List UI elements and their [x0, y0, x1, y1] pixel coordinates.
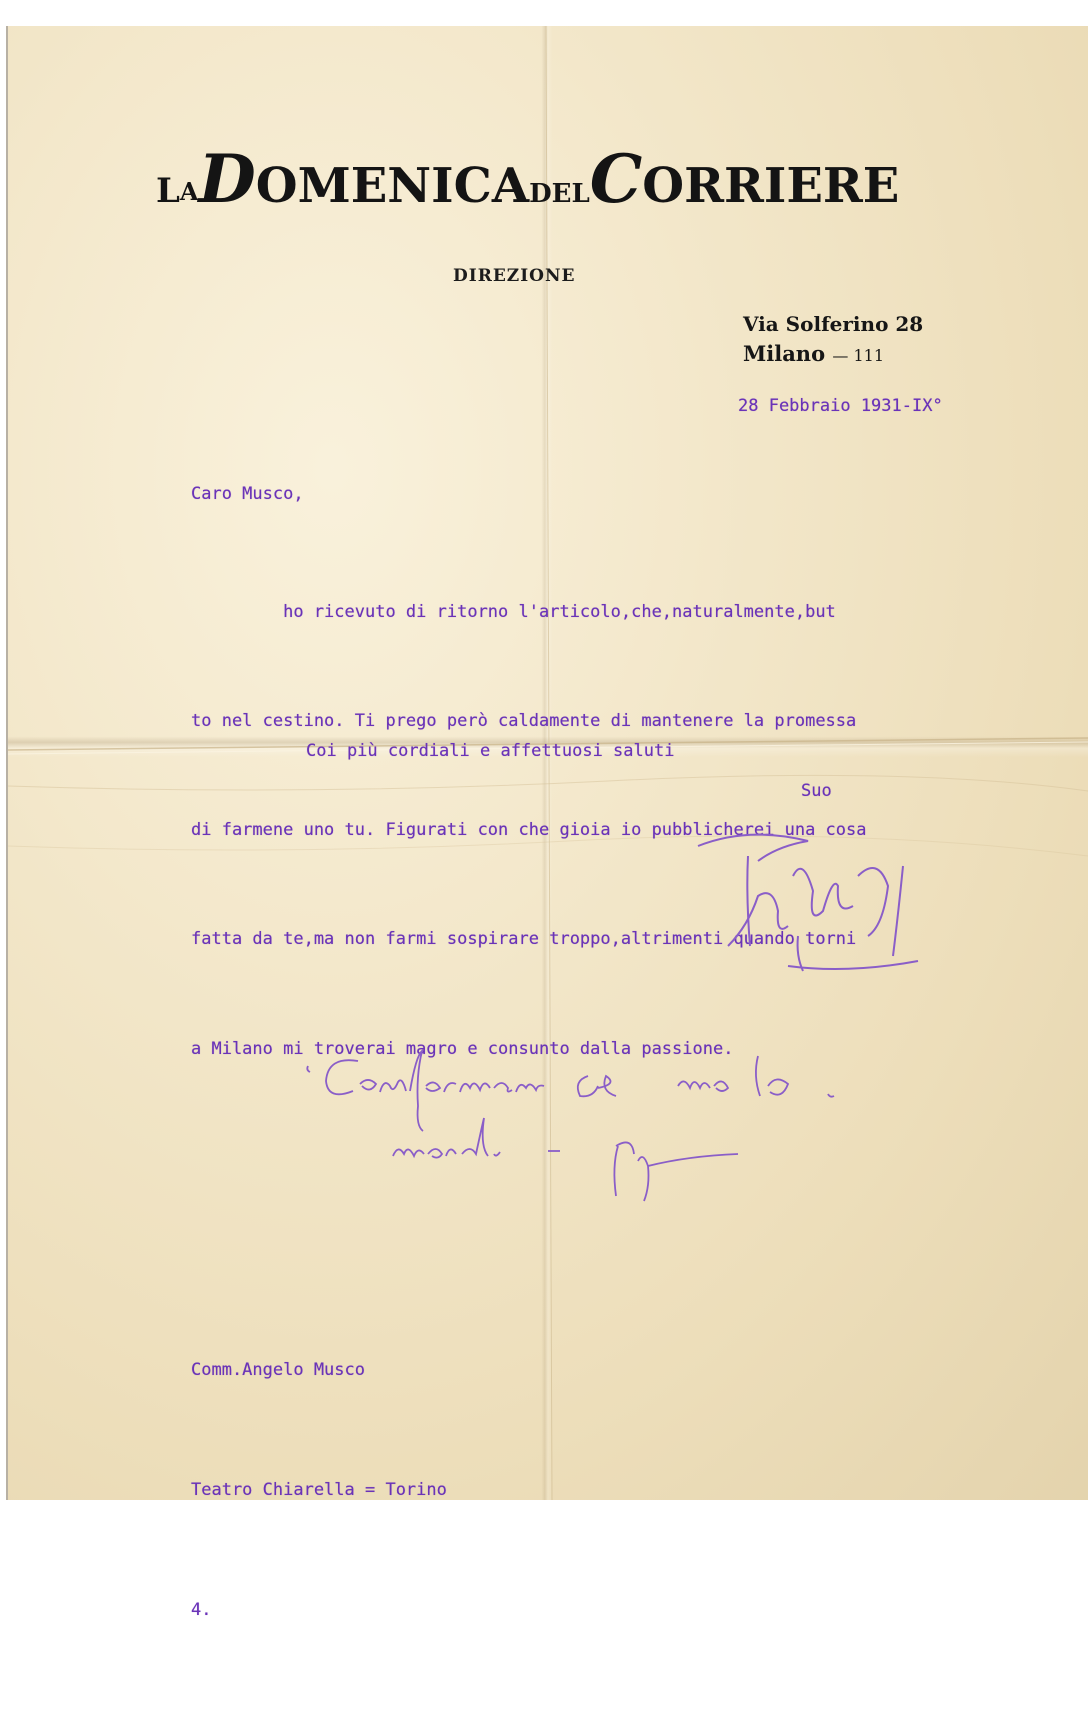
handwritten-signature — [688, 816, 928, 986]
address-city: Milano — [743, 341, 826, 366]
svg-text:LADOMENICADELCORRIERE: LADOMENICADELCORRIERE — [156, 140, 900, 218]
letterhead-address — [743, 309, 923, 371]
address-city-line — [743, 339, 923, 371]
addressee-name: Comm.Angelo Musco — [191, 1360, 365, 1380]
addressee-ref: 4. — [191, 1600, 212, 1620]
closing-line: Coi più cordiali e affettuosi saluti — [306, 741, 675, 761]
letter-date: 28 Febbraio 1931-IX° — [738, 396, 943, 416]
body-line: di farmene uno tu. Figurati con che gioia io pubblicherei una cosa — [191, 820, 867, 841]
handwritten-postscript — [298, 1036, 858, 1226]
masthead-wordmark — [156, 116, 916, 226]
address-city-suffix: — 111 — [832, 346, 885, 365]
addressee-block — [191, 1270, 447, 1710]
department-label: DIREZIONE — [453, 266, 576, 286]
masthead-logo — [156, 116, 916, 226]
body-line: fatta da te,ma non farmi sospirare troppo,altrimenti quando torni — [191, 929, 857, 950]
letter-sheet — [6, 26, 1088, 1620]
body-line: ho ricevuto di ritorno l'articolo,che,naturalmente,but — [191, 601, 836, 622]
addressee-location: Teatro Chiarella = Torino — [191, 1480, 447, 1500]
sign-off: Suo — [801, 781, 832, 801]
address-street: Via Solferino 28 — [743, 312, 924, 336]
salutation: Caro Musco, — [191, 484, 304, 504]
body-line: a Milano mi troverai magro e consunto dalla passione. — [191, 1038, 734, 1059]
body-line: to nel cestino. Ti prego però caldamente di mantenere la promessa — [191, 711, 857, 732]
